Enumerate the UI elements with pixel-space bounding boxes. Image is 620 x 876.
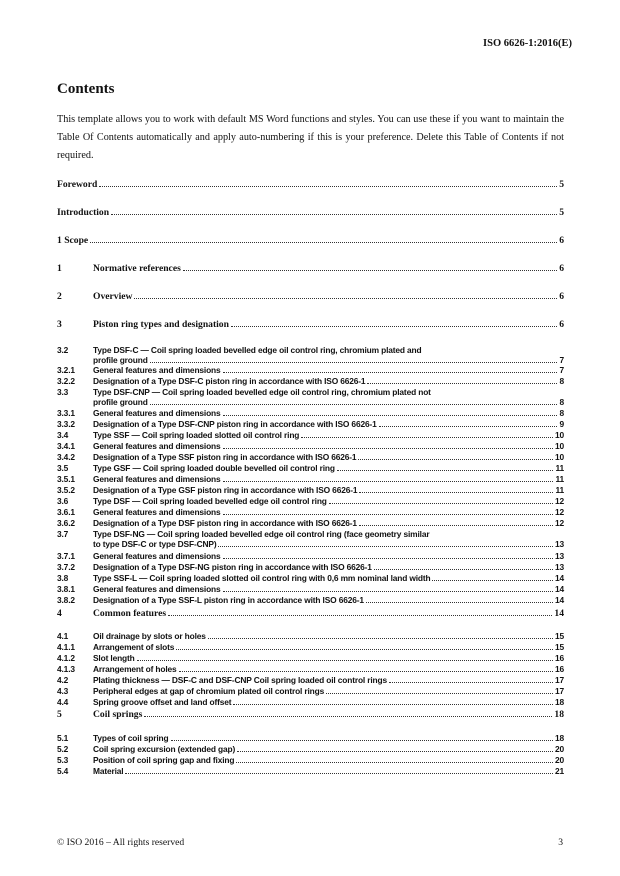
toc-entry-3-4-2[interactable]: 3.4.2 Designation of a Type SSF piston ring in accordance with ISO 6626-1 10 (57, 452, 564, 462)
toc-entry-4-3[interactable]: 4.3 Peripheral edges at gap of chromium plated oil control rings 17 (57, 686, 564, 696)
toc-entry-3-3-2[interactable]: 3.3.2 Designation of a Type DSF-CNP piston ring in accordance with ISO 6626-1 9 (57, 419, 564, 429)
toc-entry-3-3[interactable]: 3.3 Type DSF-CNP — Coil spring loaded bevelled edge oil control ring, chromium plated not profile ground 8 (57, 387, 564, 407)
page-number: 3 (558, 837, 563, 848)
toc-entry-3-7[interactable]: 3.7 Type DSF-NG — Coil spring loaded bevelled edge oil control ring (face geometry similar to type DSF-C or type DSF-CNP) 13 (57, 529, 564, 549)
toc-entry-4-4[interactable]: 4.4 Spring groove offset and land offset 18 (57, 697, 564, 707)
toc-entry-3-8-1[interactable]: 3.8.1 General features and dimensions 14 (57, 584, 564, 594)
page-title: Contents (57, 81, 115, 97)
toc-entry-4-1[interactable]: 4.1 Oil drainage by slots or holes 15 (57, 631, 564, 641)
toc-entry-4-1-2[interactable]: 4.1.2 Slot length 16 (57, 653, 564, 663)
toc-entry-3-6[interactable]: 3.6 Type DSF — Coil spring loaded bevelled edge oil control ring 12 (57, 496, 564, 506)
toc-entry-3-5-2[interactable]: 3.5.2 Designation of a Type GSF piston ring in accordance with ISO 6626-1 11 (57, 485, 564, 495)
toc-entry-5-3[interactable]: 5.3 Position of coil spring gap and fixing 20 (57, 755, 564, 765)
toc-entry-2[interactable]: 2 Overview 6 (57, 291, 564, 302)
toc-entry-4-1-3[interactable]: 4.1.3 Arrangement of holes 16 (57, 664, 564, 674)
intro-paragraph: This template allows you to work with default MS Word functions and styles. You can use these if you want to maintain the Table Of Contents automatically and apply auto-numbering if this is your preference. Delete this Table of Contents if not required. (57, 114, 564, 161)
document-id: ISO 6626-1:2016(E) (483, 38, 572, 49)
toc-entry-3[interactable]: 3 Piston ring types and designation 6 (57, 319, 564, 330)
toc-entry-3-2[interactable]: 3.2 Type DSF-C — Coil spring loaded bevelled edge oil control ring, chromium plated and profile ground 7 (57, 345, 564, 365)
toc-entry-3-4-1[interactable]: 3.4.1 General features and dimensions 10 (57, 441, 564, 451)
toc-entry-1[interactable]: 1 Normative references 6 (57, 263, 564, 274)
toc-entry-3-8[interactable]: 3.8 Type SSF-L — Coil spring loaded slotted oil control ring with 0,6 mm nominal land width 14 (57, 573, 564, 583)
toc-entry-foreword[interactable]: Foreword 5 (57, 179, 564, 190)
page-footer (57, 837, 563, 848)
toc-entry-3-8-2[interactable]: 3.8.2 Designation of a Type SSF-L piston ring in accordance with ISO 6626-1 14 (57, 595, 564, 605)
toc-entry-5[interactable]: 5 Coil springs 18 (57, 709, 564, 720)
toc-entry-3-7-2[interactable]: 3.7.2 Designation of a Type DSF-NG piston ring in accordance with ISO 6626-1 13 (57, 562, 564, 572)
toc-entry-introduction[interactable]: Introduction 5 (57, 207, 564, 218)
toc-entry-scope[interactable]: 1 Scope 6 (57, 235, 564, 246)
toc-entry-4[interactable]: 4 Common features 14 (57, 608, 564, 619)
copyright-notice: © ISO 2016 – All rights reserved (57, 837, 185, 848)
toc-entry-3-2-1[interactable]: 3.2.1 General features and dimensions 7 (57, 365, 564, 375)
toc-entry-3-5[interactable]: 3.5 Type GSF — Coil spring loaded double bevelled oil control ring 11 (57, 463, 564, 473)
toc-entry-3-6-2[interactable]: 3.6.2 Designation of a Type DSF piston ring in accordance with ISO 6626-1 12 (57, 518, 564, 528)
toc-entry-4-2[interactable]: 4.2 Plating thickness — DSF-C and DSF-CNP Coil spring loaded oil control rings 17 (57, 675, 564, 685)
toc-entry-3-7-1[interactable]: 3.7.1 General features and dimensions 13 (57, 551, 564, 561)
toc-entry-4-1-1[interactable]: 4.1.1 Arrangement of slots 15 (57, 642, 564, 652)
toc-entry-3-5-1[interactable]: 3.5.1 General features and dimensions 11 (57, 474, 564, 484)
toc-entry-5-2[interactable]: 5.2 Coil spring excursion (extended gap) 20 (57, 744, 564, 754)
toc-entry-5-1[interactable]: 5.1 Types of coil spring 18 (57, 733, 564, 743)
toc-entry-3-4[interactable]: 3.4 Type SSF — Coil spring loaded slotted oil control ring 10 (57, 430, 564, 440)
toc-entry-3-3-1[interactable]: 3.3.1 General features and dimensions 8 (57, 408, 564, 418)
toc-entry-5-4[interactable]: 5.4 Material 21 (57, 766, 564, 776)
toc-entry-3-6-1[interactable]: 3.6.1 General features and dimensions 12 (57, 507, 564, 517)
toc-entry-3-2-2[interactable]: 3.2.2 Designation of a Type DSF-C piston ring in accordance with ISO 6626-1 8 (57, 376, 564, 386)
